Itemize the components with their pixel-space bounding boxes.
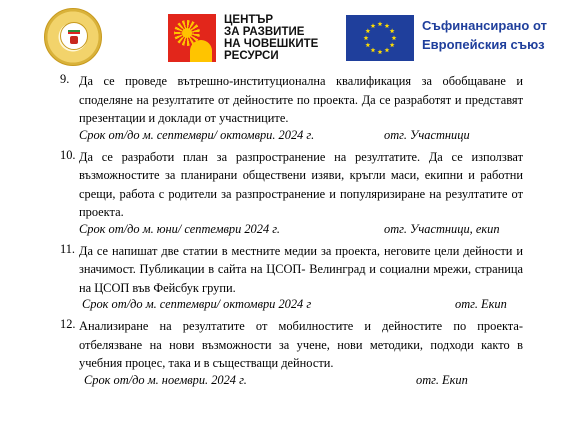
item-responsible: отг. Екип [455, 297, 507, 311]
item-deadline: Срок от/до м. ноември. 2024 г. [84, 372, 247, 387]
item-number: 11. [60, 241, 76, 256]
item-deadline: Срок от/до м. септември/ октомври 2024 г [82, 297, 312, 311]
eu-star-icon [390, 42, 395, 47]
item-responsible: отг. Екип [416, 372, 468, 387]
eu-line-2: Европейския съюз [422, 37, 545, 52]
item-text: Да се напишат две статии в местните медии за проекта, неговите цели дейности и значимост. Публикации в сайта на ЦСОП- Велинград и социални мрежи, страница на ЦСОП във Фейсбук групи. [79, 243, 523, 295]
eu-star-icon [371, 23, 376, 28]
item-number: 12. [60, 317, 76, 331]
item-responsible: отг. Участници, екип [384, 221, 500, 236]
eu-star-icon [365, 42, 370, 47]
eu-line-1: Съфинансирано от [422, 18, 547, 33]
hrd-line-1: ЦЕНТЪР [224, 14, 274, 26]
item-deadline-row [0, 128, 588, 148]
eu-star-icon [378, 49, 383, 54]
eu-star-icon [392, 35, 397, 40]
eu-star-icon [390, 28, 395, 33]
item-text: Да се проведе вътрешно-институционална квалификация за обобщаване и споделяне на резултатите от дейностите по проекта. Да се разработят и представят презентации и доклади от участниците. [79, 74, 523, 125]
item-deadline: Срок от/до м. юни/ септември 2024 г. [79, 221, 281, 236]
school-seal-icon [44, 8, 102, 66]
hrd-line-2: ЗА РАЗВИТИЕ [224, 26, 305, 38]
header-logos [0, 0, 588, 72]
eu-star-icon [385, 48, 390, 53]
eu-star-icon [364, 35, 369, 40]
list-item-12 [0, 317, 588, 393]
list-item-11 [0, 242, 588, 318]
hrd-line-4: РЕСУРСИ [224, 50, 279, 62]
item-number: 10. [60, 147, 76, 162]
list-item-10 [0, 148, 588, 242]
eu-cofunded-text [422, 16, 588, 54]
activity-list [0, 72, 588, 393]
item-deadline-row [0, 297, 588, 317]
hrd-logo-icon [168, 14, 216, 62]
item-text: Да се разработи план за разпространение на резултатите. Да се използват възможностите за планирани обществени изяви, кръгли маси, екипни и работни срещи, работа с родители за разпространение и популяризиране на резултатите от проекта. [79, 149, 523, 219]
item-deadline-row [0, 222, 588, 242]
eu-star-icon [371, 48, 376, 53]
eu-star-icon [378, 21, 383, 26]
item-text: Анализиране на резултатите от мобилностите и дейностите по проекта- отбелязване на нови възможности за учене, нови методики, подходи както в учебния процес, така и в съществащи дейности. [79, 319, 523, 370]
item-deadline-row [0, 373, 588, 393]
hrd-line-3: НА ЧОВЕШКИТЕ [224, 38, 319, 50]
eu-star-icon [385, 23, 390, 28]
hrd-logo-text [224, 14, 332, 62]
list-item-9 [0, 72, 588, 148]
eu-flag-icon [346, 15, 414, 61]
item-responsible: отг. Участници [384, 127, 470, 142]
eu-star-icon [365, 28, 370, 33]
item-deadline: Срок от/до м. септември/ октомври. 2024 г. [79, 127, 315, 142]
item-number: 9. [60, 72, 70, 86]
